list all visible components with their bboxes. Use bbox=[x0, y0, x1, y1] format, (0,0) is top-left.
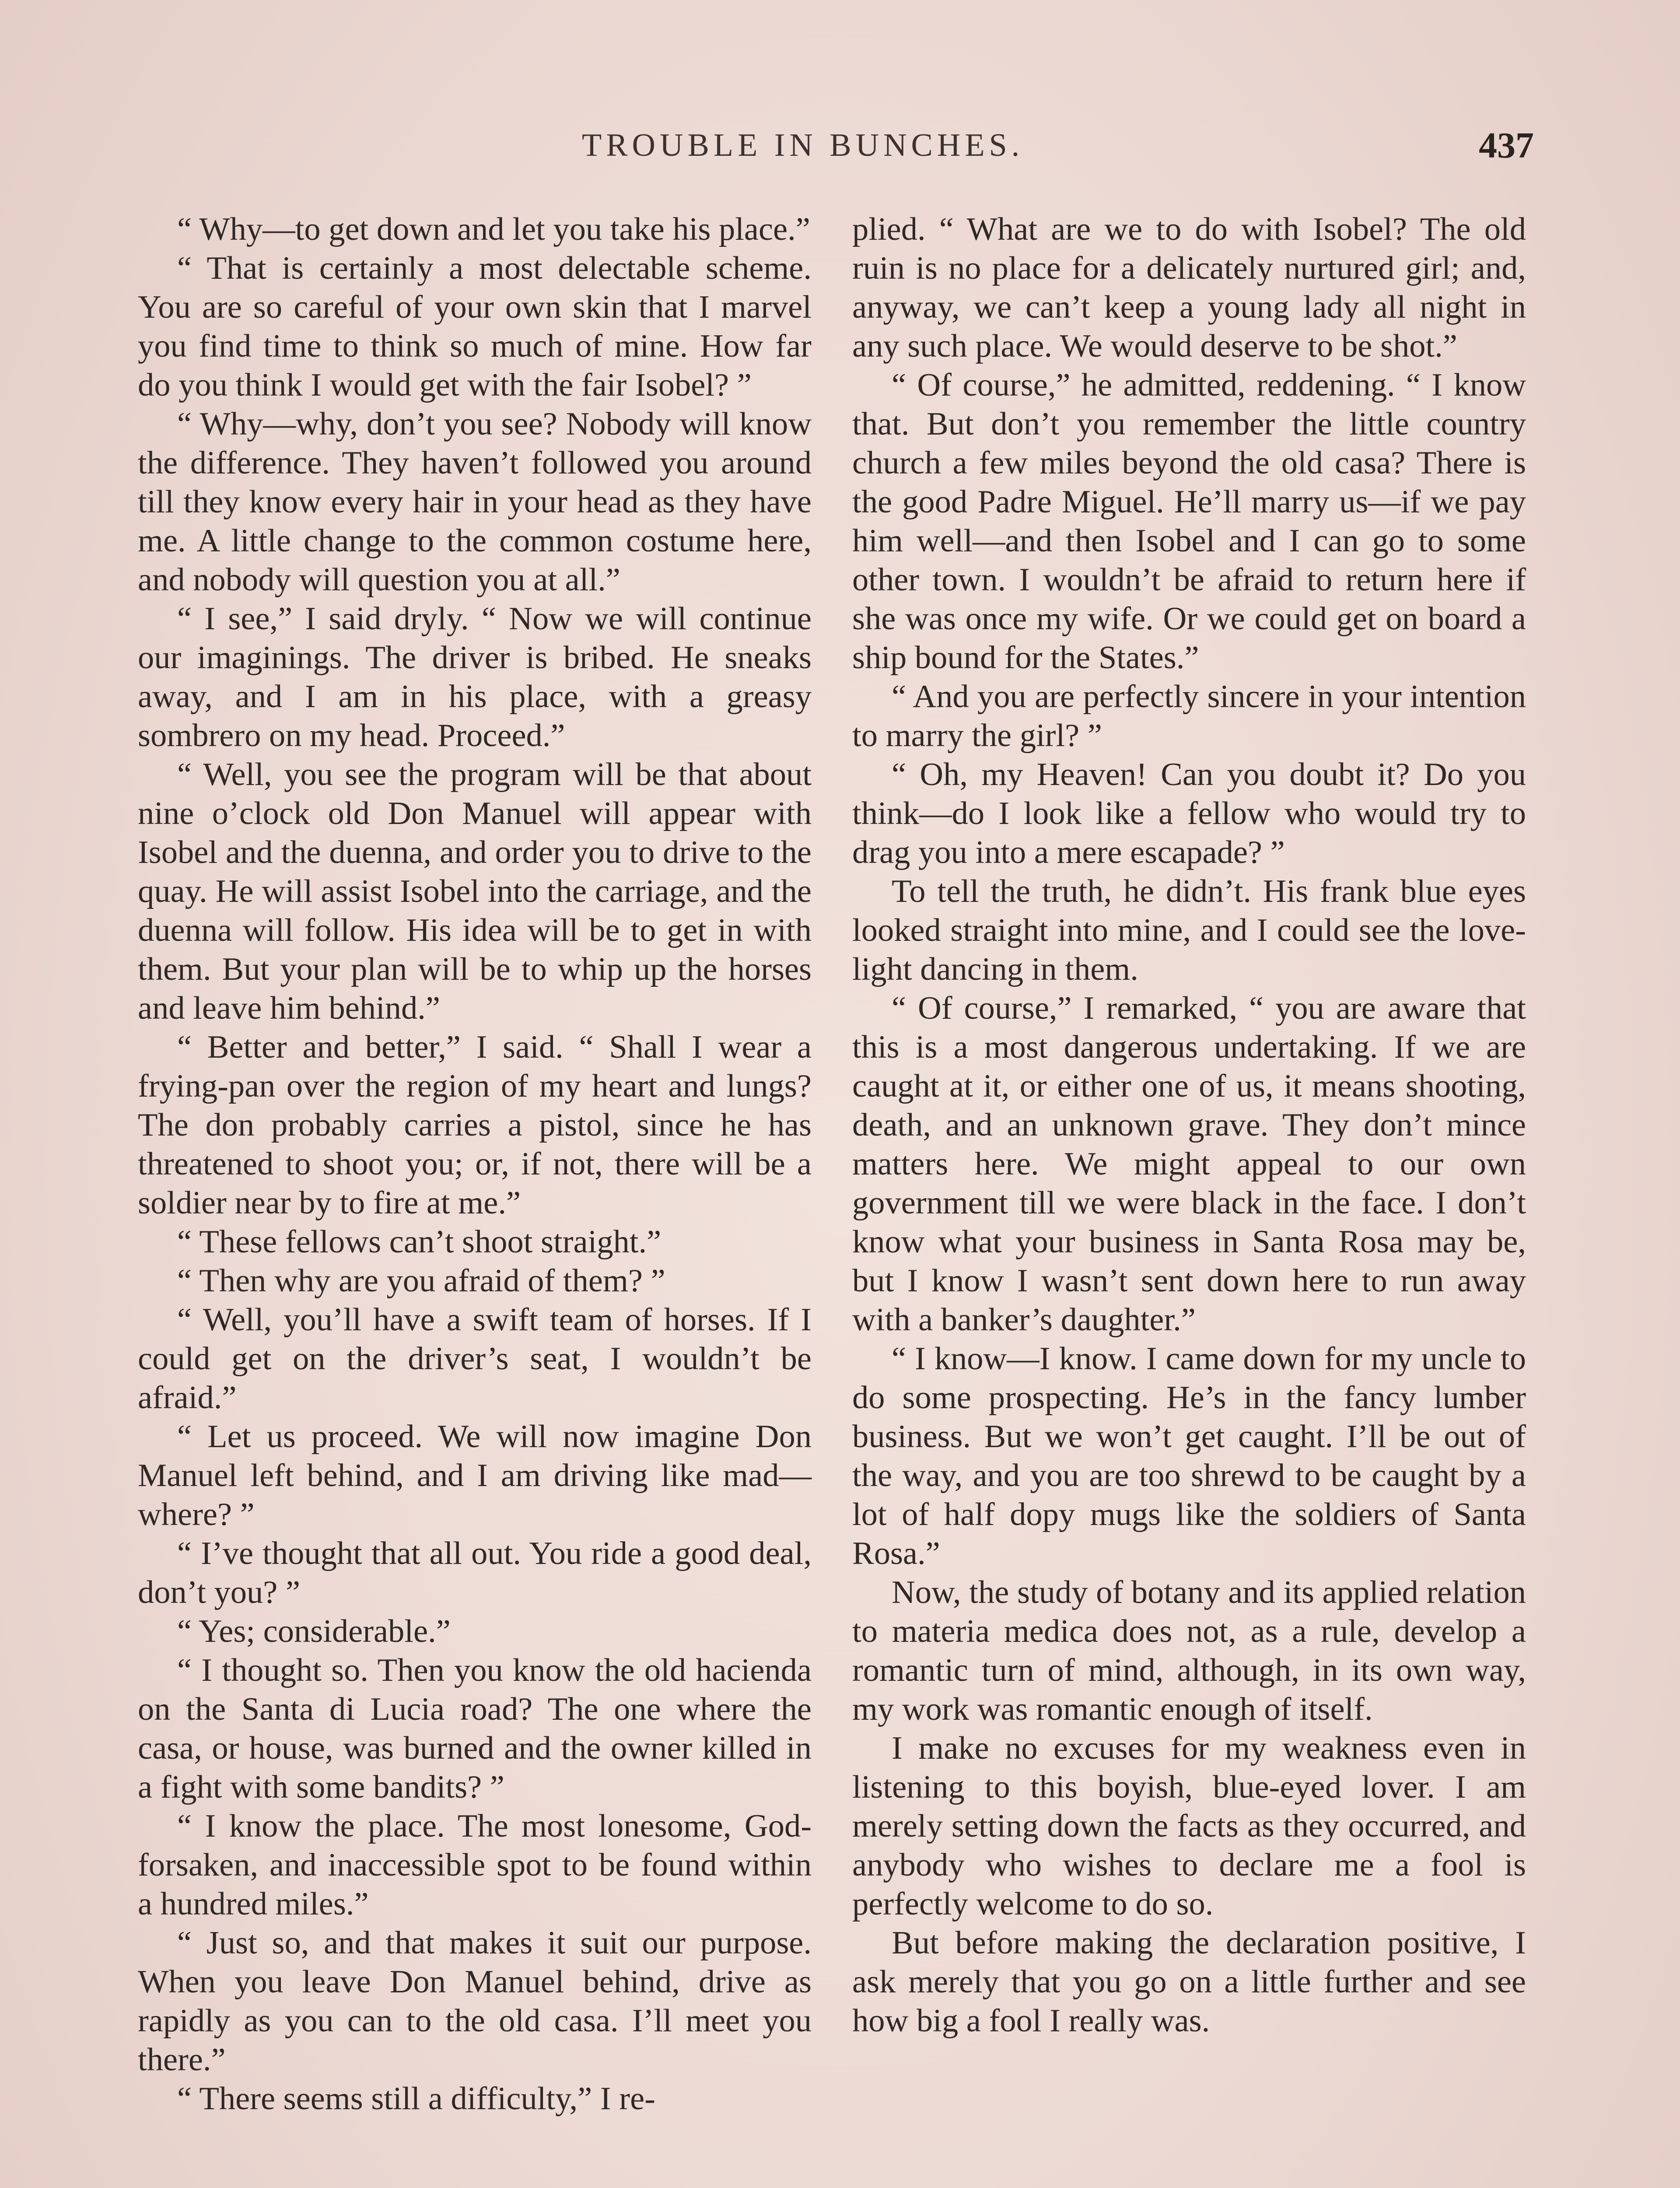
right-column bbox=[852, 210, 1526, 2041]
paragraph: “ Well, you see the program will be that about nine o’clock old Don Manuel will appear with Isobel and the duenna, and order you to drive to the quay. He will assist Isobel into the carriage, and the duenna will follow. His idea will be to get in with them. But your plan will be to whip up the horses and leave him behind.” bbox=[138, 757, 812, 1026]
paragraph: “ Why—to get down and let you take his place.” bbox=[177, 211, 810, 247]
paragraph: “ And you are perfectly sincere in your intention to marry the girl? ” bbox=[852, 679, 1526, 754]
paragraph: “ I see,” I said dryly. “ Now we will continue our imaginings. The driver is bribed. He sneaks away, and I am in his place, with a greasy sombrero on my head. Proceed.” bbox=[138, 601, 812, 754]
paragraph: “ Just so, and that makes it suit our purpose. When you leave Don Manuel behind, drive as rapidly as you can to the old casa. I’ll meet you there.” bbox=[138, 1925, 812, 2078]
running-title: TROUBLE IN BUNCHES. bbox=[582, 127, 1024, 163]
paragraph: “ I’ve thought that all out. You ride a good deal, don’t you? ” bbox=[138, 1536, 812, 1610]
paragraph: “ Yes; considerable.” bbox=[177, 1613, 451, 1649]
paragraph: But before making the declaration positive, I ask merely that you go on a little further and see how big a fool I really was. bbox=[852, 1925, 1526, 2039]
page-number: 437 bbox=[1479, 125, 1534, 166]
paragraph: plied. “ What are we to do with Isobel? The old ruin is no place for a delicately nurtured girl; and, anyway, we can’t keep a young lady all night in any such place. We would deserve to be shot.” bbox=[852, 211, 1526, 364]
paragraph: “ These fellows can’t shoot straight.” bbox=[177, 1224, 662, 1260]
left-column bbox=[138, 210, 812, 2118]
page-header bbox=[0, 127, 1680, 179]
paragraph: “ Then why are you afraid of them? ” bbox=[177, 1263, 665, 1299]
paragraph: “ I know the place. The most lonesome, God-forsaken, and inaccessible spot to be found within a hundred miles.” bbox=[138, 1808, 812, 1922]
paragraph: “ Of course,” he admitted, reddening. “ I know that. But don’t you remember the little country church a few miles beyond the old casa? There is the good Padre Miguel. He’ll marry us—if we pay him well—and then Isobel and I can go to some other town. I wouldn’t be afraid to return here if she was once my wife. Or we could get on board a ship bound for the States.” bbox=[852, 367, 1526, 676]
paragraph: “ There seems still a difficulty,” I re- bbox=[177, 2081, 655, 2117]
paragraph: “ I thought so. Then you know the old hacienda on the Santa di Lucia road? The one where the casa, or house, was burned and the owner killed in a fight with some bandits? ” bbox=[138, 1652, 812, 1805]
paragraph: Now, the study of botany and its applied relation to materia medica does not, as a rule, develop a romantic turn of mind, although, in its own way, my work was romantic enough of itself. bbox=[852, 1574, 1526, 1727]
paragraph: “ Of course,” I remarked, “ you are aware that this is a most dangerous undertaking. If we are caught at it, or either one of us, it means shooting, death, and an unknown grave. They don’t mince matters here. We might appeal to our own government till we were black in the face. I don’t know what your business in Santa Rosa may be, but I know I wasn’t sent down here to run away with a banker’s daughter.” bbox=[852, 990, 1526, 1338]
paragraph: “ Why—why, don’t you see? Nobody will know the difference. They haven’t followed you around till they know every hair in your head as they have me. A little change to the common costume here, and nobody will question you at all.” bbox=[138, 406, 812, 598]
paragraph: “ Let us proceed. We will now imagine Don Manuel left behind, and I am driving like mad—where? ” bbox=[138, 1419, 812, 1532]
paragraph: “ I know—I know. I came down for my uncle to do some prospecting. He’s in the fancy lumber business. But we won’t get caught. I’ll be out of the way, and you are too shrewd to be caught by a lot of half dopy mugs like the soldiers of Santa Rosa.” bbox=[852, 1341, 1526, 1571]
paragraph: “ Better and better,” I said. “ Shall I wear a frying-pan over the region of my heart and lungs? The don probably carries a pistol, since he has threatened to shoot you; or, if not, there will be a soldier near by to fire at me.” bbox=[138, 1029, 812, 1221]
paragraph: “ Oh, my Heaven! Can you doubt it? Do you think—do I look like a fellow who would try to drag you into a mere escapade? ” bbox=[852, 757, 1526, 870]
paragraph: I make no excuses for my weakness even in listening to this boyish, blue-eyed lover. I am merely setting down the facts as they occurred, and anybody who wishes to declare me a fool is perfectly welcome to do so. bbox=[852, 1730, 1526, 1922]
paragraph: “ Well, you’ll have a swift team of horses. If I could get on the driver’s seat, I wouldn’t be afraid.” bbox=[138, 1302, 812, 1416]
paragraph: “ That is certainly a most delectable scheme. You are so careful of your own skin that I marvel you find time to think so much of mine. How far do you think I would get with the fair Isobel? ” bbox=[138, 250, 812, 403]
paragraph: To tell the truth, he didn’t. His frank blue eyes looked straight into mine, and I could see the love-light dancing in them. bbox=[852, 873, 1526, 987]
